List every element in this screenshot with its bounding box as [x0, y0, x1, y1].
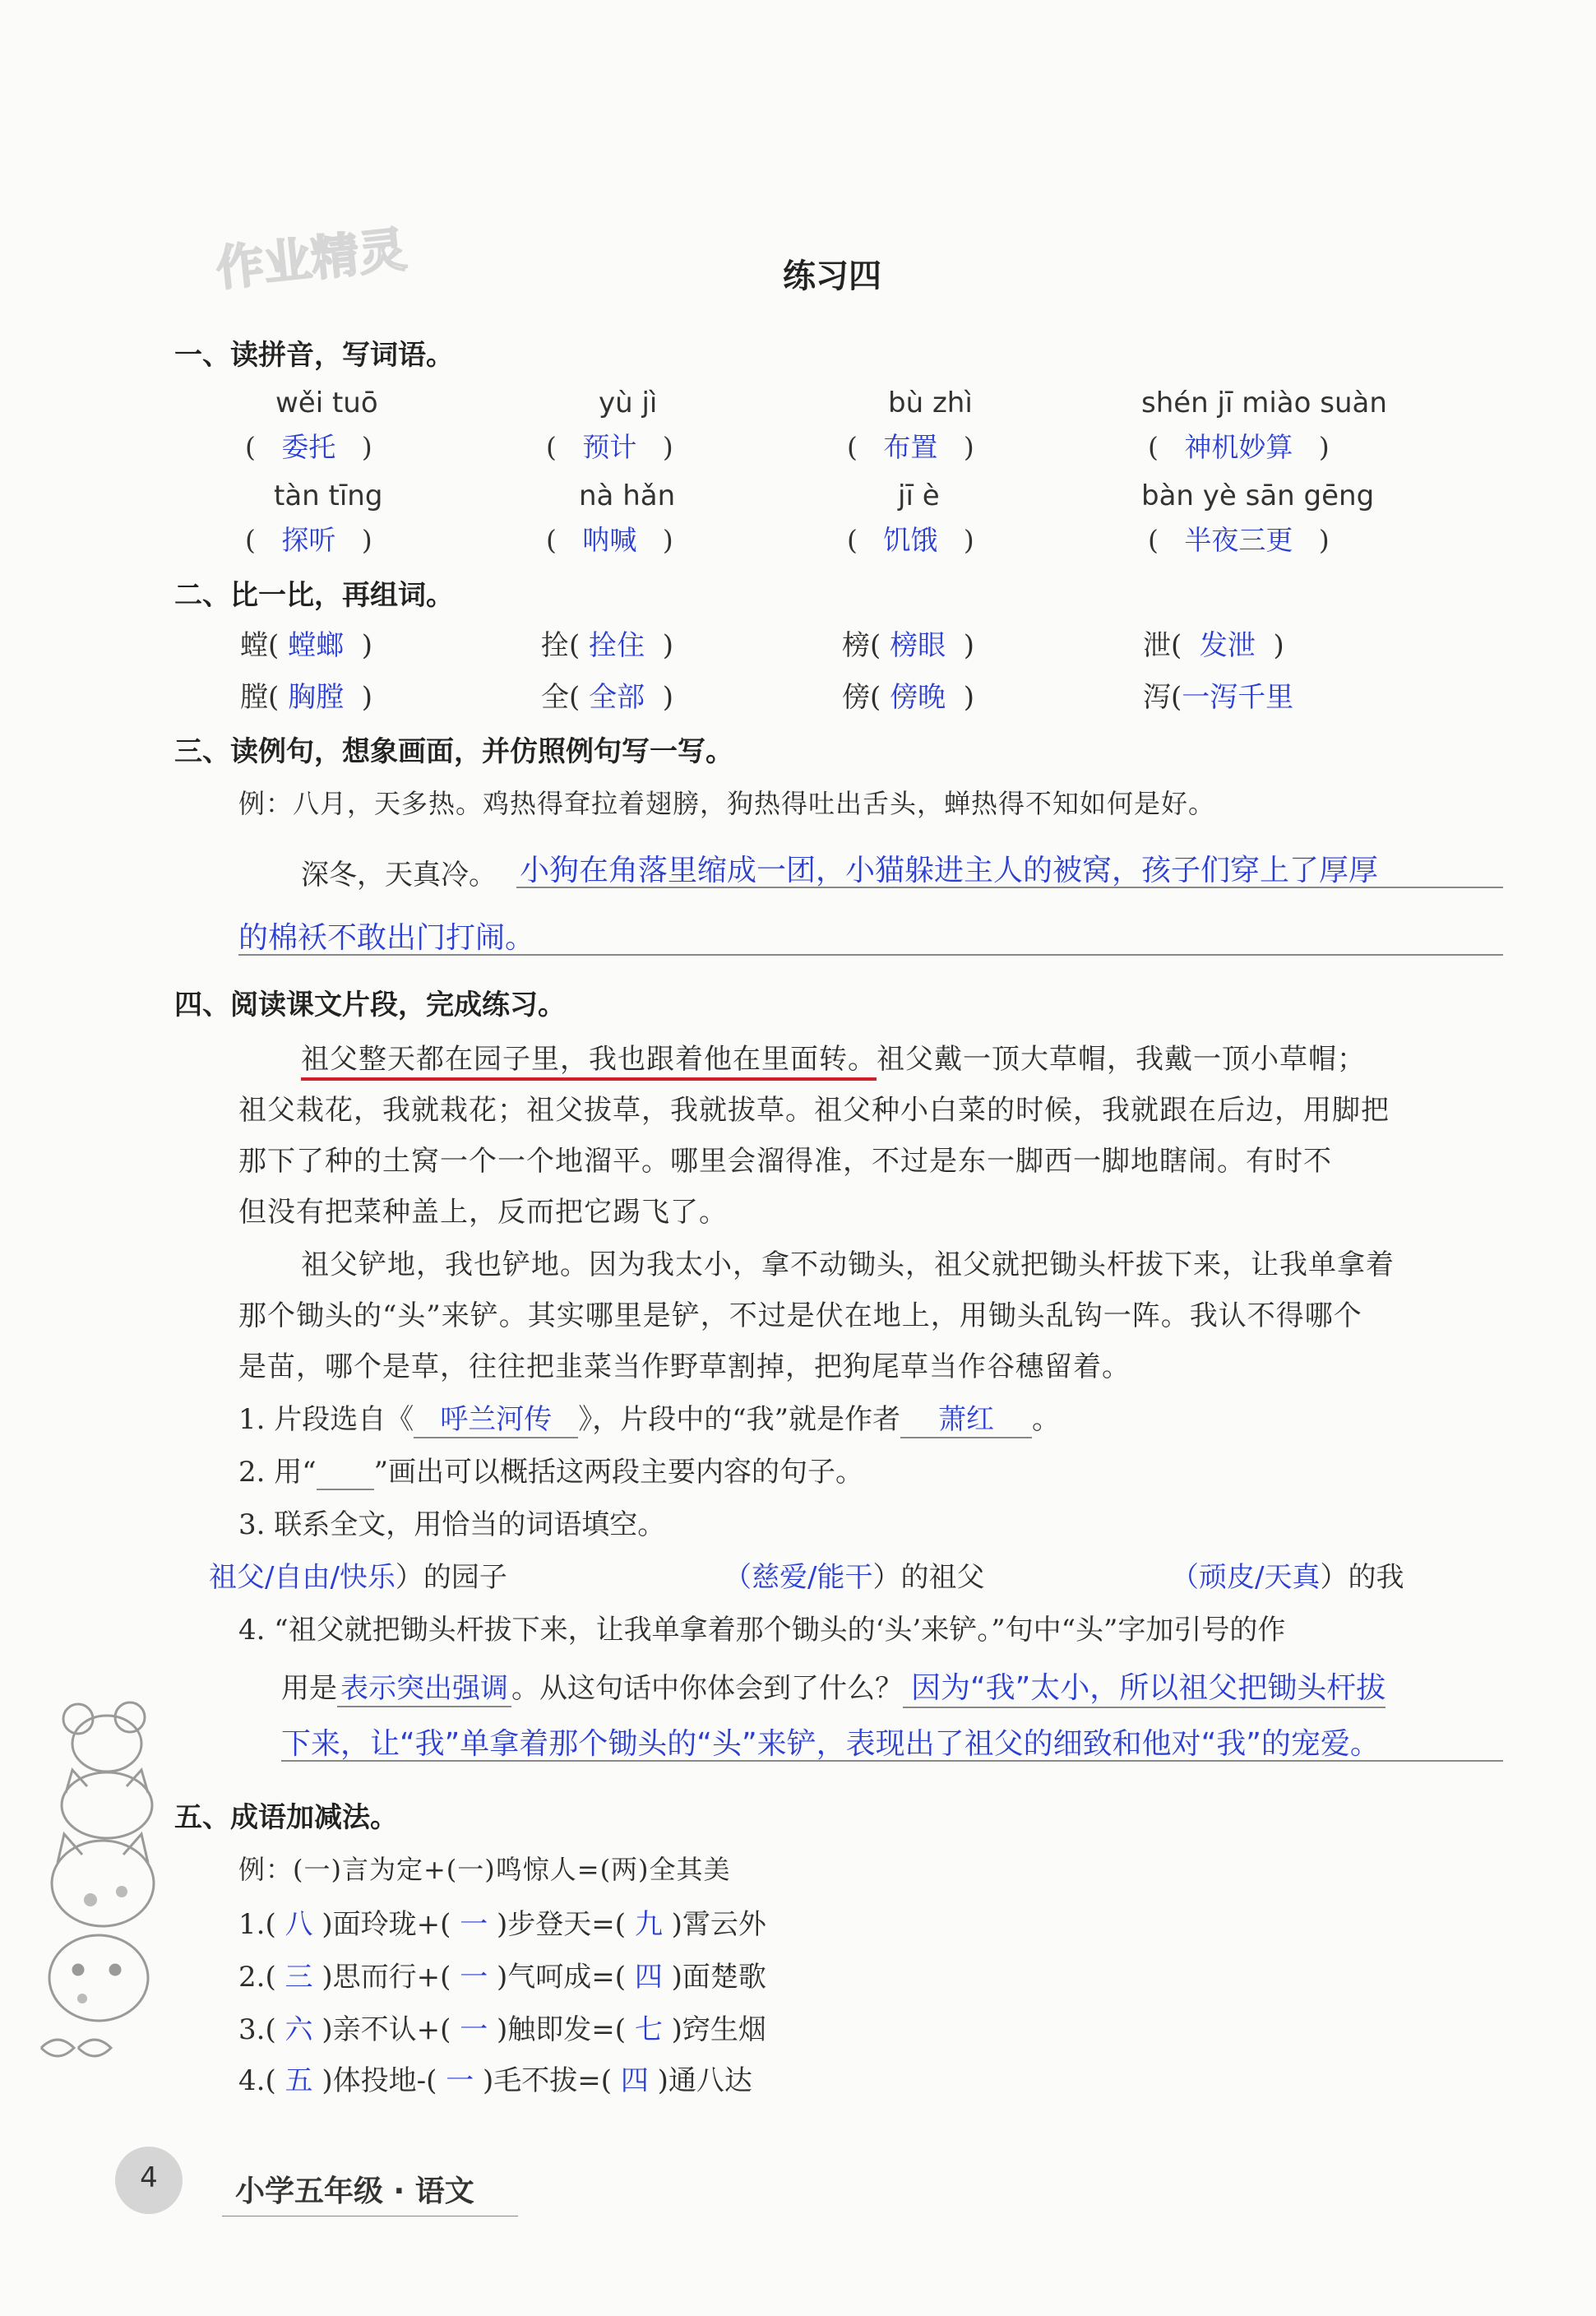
question-2: 2. 用“ ”画出可以概括这两段主要内容的句子。 — [238, 1456, 864, 1489]
handwritten-answer: 四 — [634, 1961, 663, 1994]
watermark-logo: 作业精灵 — [213, 221, 409, 297]
idiom-equation-row: 2.( 三 )思而行+( 一 )气呵成=( 四 )面楚歌 — [238, 1961, 766, 1994]
handwritten-answer: 七 — [634, 2013, 663, 2046]
handwritten-answer: 一泻千里 — [1182, 681, 1294, 714]
char-item: 拴( 拴住 ) — [541, 629, 673, 662]
handwritten-answer: 六 — [285, 2013, 313, 2046]
handwritten-answer: 表示突出强调 — [337, 1665, 511, 1707]
passage-line: 祖父铲地，我也铲地。因为我太小，拿不动锄头，祖父就把锄头杆拔下来，让我单拿着 — [301, 1248, 1395, 1281]
char-item: 全( 全部 ) — [541, 681, 673, 714]
passage-line: 是苗，哪个是草，往往把韭菜当作野草割掉，把狗尾草当作谷穗留着。 — [238, 1350, 1131, 1383]
char-item: 傍( 傍晚 ) — [842, 681, 974, 714]
idiom-equation-row: 4.( 五 )体投地-( 一 )毛不拔=( 四 )通八达 — [238, 2064, 752, 2097]
handwritten-answer: 一 — [460, 2013, 488, 2046]
page-number: 4 — [140, 2161, 158, 2194]
handwritten-answer: 饥饿 — [883, 524, 938, 556]
handwritten-answer: 萧红 — [900, 1397, 1032, 1438]
pinyin: bàn yè sān gēng — [1141, 479, 1375, 512]
section-2-title: 二、比一比，再组词。 — [174, 579, 454, 612]
question-3: 3. 联系全文，用恰当的词语填空。 — [238, 1508, 666, 1541]
handwritten-answer: 九 — [634, 1908, 663, 1941]
handwritten-answer: 拴住 — [589, 629, 645, 662]
handwritten-answer: 一 — [446, 2064, 474, 2097]
handwritten-answer: 傍晚 — [890, 681, 946, 714]
handwritten-answer: 发泄 — [1199, 629, 1256, 662]
char-item: 泻(一泻千里 — [1143, 681, 1294, 714]
pinyin: nà hǎn — [579, 479, 676, 512]
cartoon-animals-icon — [33, 1694, 173, 2081]
char-item: 螳( 螳螂 ) — [240, 629, 372, 662]
idiom-equation-row: 3.( 六 )亲不认+( 一 )触即发=( 七 )窍生烟 — [238, 2013, 766, 2046]
writing-prompt: 深冬，天真冷。 — [301, 859, 497, 892]
pinyin: jī è — [898, 479, 940, 512]
passage-paragraph-1-line-1: 祖父整天都在园子里，我也跟着他在里面转。祖父戴一顶大草帽，我戴一顶小草帽； — [301, 1036, 1366, 1077]
handwritten-answer: 委托 — [281, 431, 336, 463]
page-title: 练习四 — [783, 257, 881, 295]
pinyin: yù jì — [599, 387, 658, 419]
char-item: 榜( 榜眼 ) — [842, 629, 974, 662]
answer-paren: ( 预计 ) — [546, 431, 673, 463]
handwritten-answer: 榜眼 — [890, 629, 946, 662]
handwritten-answer: 一 — [460, 1961, 488, 1994]
answer-rule — [516, 887, 1503, 888]
pinyin: wěi tuō — [275, 387, 378, 419]
question-1: 1. 片段选自《 呼兰河传 》，片段中的“我”就是作者 萧红 。 — [238, 1397, 1060, 1438]
handwritten-answer: 神机妙算 — [1184, 431, 1293, 463]
pinyin: tàn tīng — [274, 479, 383, 512]
section-4-title: 四、阅读课文片段，完成练习。 — [174, 989, 566, 1021]
answer-paren: ( 半夜三更 ) — [1148, 524, 1330, 556]
handwritten-answer: 探听 — [281, 524, 336, 556]
handwritten-answer-line-1: 小狗在角落里缩成一团，小猫躲进主人的被窝，孩子们穿上了厚厚 — [520, 854, 1379, 887]
answer-rule — [281, 1760, 1503, 1762]
handwritten-answer: 四 — [620, 2064, 649, 2097]
char-item: 膛( 胸膛 ) — [240, 681, 372, 714]
section-3-title: 三、读例句，想象画面，并仿照例句写一写。 — [174, 735, 733, 768]
passage-line: 祖父栽花，我就栽花；祖父拔草，我就拔草。祖父种小白菜的时候，我就跟在后边，用脚把 — [238, 1094, 1390, 1127]
handwritten-answer: 布置 — [883, 431, 938, 463]
passage-line: 那下了种的土窝一个一个地溜平。哪里会溜得准，不过是东一脚西一脚地瞎闹。有时不 — [238, 1145, 1332, 1178]
pinyin: bù zhì — [888, 387, 973, 419]
fill-blank-me: （顽皮/天真）的我 — [1171, 1561, 1404, 1594]
handwritten-answer: 呐喊 — [582, 524, 637, 556]
handwritten-answer: 预计 — [582, 431, 637, 463]
answer-rule — [238, 954, 1503, 956]
section-5-title: 五、成语加减法。 — [174, 1801, 398, 1834]
example-equation: 例：(一)言为定+(一)鸣惊人=(两)全其美 — [238, 1854, 731, 1885]
passage-line: 但没有把菜种盖上，反而把它踢飞了。 — [238, 1196, 728, 1229]
question-4-line-2: 用是 表示突出强调 。从这句话中你体会到了什么？ 因为“我”太小，所以祖父把锄头杆拔 — [281, 1665, 1386, 1708]
book-title: 小学五年级 · 语文 — [235, 2175, 474, 2208]
handwritten-answer: 螳螂 — [288, 629, 345, 662]
fill-blank-garden: 祖父/自由/快乐）的园子 — [209, 1561, 507, 1594]
handwritten-answer-line-2: 的棉袄不敢出门打闹。 — [238, 921, 535, 955]
handwritten-answer: 一 — [460, 1908, 488, 1941]
handwritten-answer: 胸膛 — [288, 681, 345, 714]
fill-blank-grandpa: （慈爱/能干）的祖父 — [724, 1561, 985, 1594]
answer-paren: ( 神机妙算 ) — [1148, 431, 1330, 463]
example-sentence: 例：八月，天多热。鸡热得耷拉着翅膀，狗热得吐出舌头，蝉热得不知如何是好。 — [238, 788, 1216, 819]
section-1-title: 一、读拼音，写词语。 — [174, 339, 454, 372]
handwritten-answer: 八 — [285, 1908, 313, 1941]
handwritten-answer: 全部 — [589, 681, 645, 714]
answer-paren: ( 探听 ) — [245, 524, 372, 556]
answer-paren: ( 饥饿 ) — [847, 524, 974, 556]
handwritten-answer: 五 — [285, 2064, 313, 2097]
handwritten-answer: 因为“我”太小，所以祖父把锄头杆拔 — [903, 1665, 1386, 1708]
handwritten-answer: 呼兰河传 — [414, 1397, 578, 1438]
idiom-equation-row: 1.( 八 )面玲珑+( 一 )步登天=( 九 )霄云外 — [238, 1908, 766, 1941]
handwritten-answer: 三 — [285, 1961, 313, 1994]
pinyin: shén jī miào suàn — [1141, 387, 1387, 419]
passage-line: 那个锄头的“头”来铲。其实哪里是铲，不过是伏在地上，用锄头乱钩一阵。我认不得哪个 — [238, 1299, 1362, 1332]
question-4: 4. “祖父就把锄头杆拔下来，让我单拿着那个锄头的‘头’来铲。”句中“头”字加引号的作 — [238, 1614, 1286, 1647]
answer-paren: ( 布置 ) — [847, 431, 974, 463]
answer-paren: ( 呐喊 ) — [546, 524, 673, 556]
char-item: 泄( 发泄 ) — [1143, 629, 1284, 662]
underlined-key-sentence: 祖父整天都在园子里，我也跟着他在里面转。 — [301, 1043, 877, 1081]
answer-paren: ( 委托 ) — [245, 431, 372, 463]
handwritten-answer-continued: 下来，让“我”单拿着那个锄头的“头”来铲，表现出了祖父的细致和他对“我”的宠爱。 — [281, 1727, 1380, 1761]
handwritten-answer: 半夜三更 — [1184, 524, 1293, 556]
